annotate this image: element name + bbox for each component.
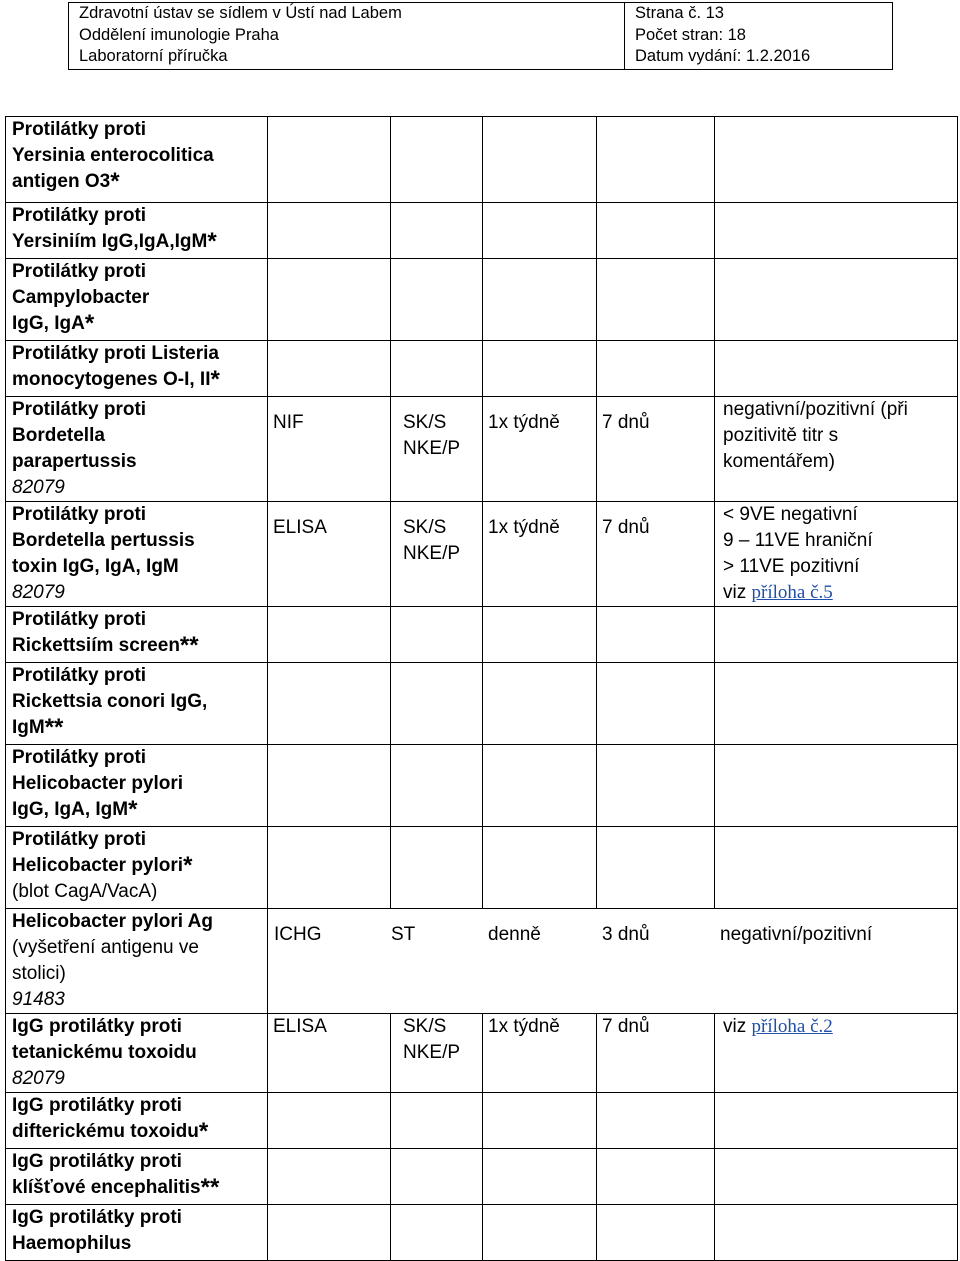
table-row — [6, 203, 958, 259]
place-cell: SK/S NKE/P — [391, 397, 483, 502]
header-doc: Laboratorní příručka — [79, 47, 228, 65]
test-name-cell — [6, 1149, 268, 1205]
table-row — [6, 117, 958, 203]
document-header — [68, 2, 893, 70]
test-name-line: Protilátky proti — [12, 747, 147, 768]
test-code: 91483 — [12, 989, 65, 1010]
result-cell: negativní/pozitivní (při pozitivitě titr s komentářem) — [715, 397, 958, 502]
test-code: 82079 — [12, 477, 65, 498]
test-code: 82079 — [12, 1068, 65, 1089]
header-date: Datum vydání: 1.2.2016 — [635, 47, 811, 65]
result-cell: viz příloha č.2 — [715, 1014, 958, 1093]
frequency-cell: 1x týdně — [483, 1014, 597, 1093]
test-name-line: IgM** — [12, 714, 64, 741]
test-name-line: toxin IgG, IgA, IgM — [12, 556, 179, 577]
turnaround-cell: 7 dnů — [597, 502, 715, 607]
asterisk: * — [110, 168, 120, 195]
table-row — [6, 502, 958, 607]
test-name-cell — [6, 397, 268, 502]
test-name-line: Protilátky proti — [12, 665, 147, 686]
place-cell: SK/S NKE/P — [391, 1014, 483, 1093]
test-name-cell — [6, 1093, 268, 1149]
table-row — [6, 909, 958, 1014]
method-cell: NIF — [268, 397, 391, 502]
test-name-line: Rickettsia conori IgG, — [12, 691, 208, 712]
test-name-line: monocytogenes O-I, II* — [12, 366, 220, 393]
test-name-cell — [6, 1014, 268, 1093]
test-name-line: Bordetella pertussis — [12, 530, 195, 551]
test-name-line: Helicobacter pylori — [12, 773, 184, 794]
test-name-cell — [6, 607, 268, 663]
test-name-cell — [6, 502, 268, 607]
test-name-cell — [6, 203, 268, 259]
test-name-line: IgG protilátky proti — [12, 1095, 182, 1116]
result-value: negativní/pozitivní — [720, 924, 873, 945]
test-name-line: difterickému toxoidu* — [12, 1118, 209, 1145]
place-value: ST — [391, 924, 416, 945]
asterisk: * — [128, 796, 138, 823]
asterisk: * — [84, 310, 95, 337]
test-name-line: Yersinia enterocolitica — [12, 145, 214, 166]
frequency-cell: 1x týdně — [483, 397, 597, 502]
test-name-line: Campylobacter — [12, 287, 150, 308]
test-name-cell — [6, 663, 268, 745]
frequency-value: denně — [488, 924, 541, 945]
test-name-line: Protilátky proti — [12, 261, 147, 282]
place-cell: SK/S NKE/P — [391, 502, 483, 607]
table-row — [6, 341, 958, 397]
table-row — [6, 827, 958, 909]
test-name-line: Protilátky proti — [12, 609, 147, 630]
test-name-line: parapertussis — [12, 451, 137, 472]
table-row — [6, 1014, 958, 1093]
asterisk: ** — [44, 714, 64, 741]
test-name-line: Protilátky proti Listeria — [12, 343, 219, 364]
table-row — [6, 1149, 958, 1205]
method-cell: ELISA — [268, 502, 391, 607]
test-name-line: Protilátky proti — [12, 205, 147, 226]
test-note: (vyšetření antigenu ve — [12, 937, 199, 958]
test-name-cell — [6, 909, 268, 1014]
header-right — [625, 3, 893, 70]
turnaround-cell: 7 dnů — [597, 1014, 715, 1093]
header-dept: Oddělení imunologie Praha — [79, 25, 279, 44]
table-row — [6, 1205, 958, 1261]
test-name-line: antigen O3* — [12, 168, 120, 195]
appendix-link[interactable]: příloha č.5 — [751, 582, 833, 603]
asterisk: * — [183, 852, 193, 879]
test-name-line: Haemophilus — [12, 1233, 132, 1254]
test-name-cell — [6, 745, 268, 827]
test-name-cell — [6, 341, 268, 397]
table-row — [6, 259, 958, 341]
header-org: Zdravotní ústav se sídlem v Ústí nad Labem — [79, 4, 402, 22]
test-name-line: Protilátky proti — [12, 829, 147, 850]
turnaround-cell: 7 dnů — [597, 397, 715, 502]
test-table — [5, 116, 958, 1261]
asterisk: ** — [200, 1174, 220, 1201]
asterisk: * — [198, 1118, 209, 1145]
test-name-cell — [6, 1205, 268, 1261]
test-name-cell — [6, 827, 268, 909]
test-name-line: Protilátky proti — [12, 399, 147, 420]
appendix-link[interactable]: příloha č.2 — [751, 1016, 833, 1037]
test-name-line: Rickettsiím screen** — [12, 632, 199, 659]
asterisk: ** — [179, 632, 199, 659]
test-name-line: IgG protilátky proti — [12, 1151, 182, 1172]
test-name-line: IgG, IgA* — [12, 310, 95, 337]
result-cell: < 9VE negativní 9 – 11VE hraniční > 11VE pozitivní viz příloha č.5 — [715, 502, 958, 607]
table-row — [6, 397, 958, 502]
test-name-line: Protilátky proti — [12, 504, 147, 525]
test-name-line: Yersiniím IgG,IgA,IgM* — [12, 228, 217, 255]
test-name-line: Helicobacter pylori* — [12, 852, 193, 879]
test-name-line: klíšťové encephalitis** — [12, 1174, 220, 1201]
test-note: (blot CagA/VacA) — [12, 881, 158, 902]
test-note: stolici) — [12, 963, 66, 984]
test-name-line: tetanickému toxoidu — [12, 1042, 197, 1063]
test-name-line: Protilátky proti — [12, 119, 147, 140]
method-cell: ELISA — [268, 1014, 391, 1093]
table-row — [6, 607, 958, 663]
test-code: 82079 — [12, 582, 65, 603]
test-name-line: IgG protilátky proti — [12, 1016, 182, 1037]
frequency-cell: 1x týdně — [483, 502, 597, 607]
table-row — [6, 1093, 958, 1149]
test-name-line: IgG protilátky proti — [12, 1207, 182, 1228]
test-name-cell — [6, 117, 268, 203]
table-row — [6, 663, 958, 745]
test-name-line: Bordetella — [12, 425, 105, 446]
turnaround-value: 3 dnů — [602, 924, 650, 945]
table-row — [6, 745, 958, 827]
details-merged-cell — [268, 909, 958, 1014]
test-name-line: Helicobacter pylori Ag — [12, 911, 213, 932]
method-value: ICHG — [274, 924, 322, 945]
header-left — [69, 3, 625, 70]
test-name-line: IgG, IgA, IgM* — [12, 796, 138, 823]
asterisk: * — [210, 366, 220, 393]
test-name-cell — [6, 259, 268, 341]
header-pages: Počet stran: 18 — [635, 25, 746, 44]
header-page: Strana č. 13 — [635, 4, 724, 22]
asterisk: * — [207, 228, 217, 255]
